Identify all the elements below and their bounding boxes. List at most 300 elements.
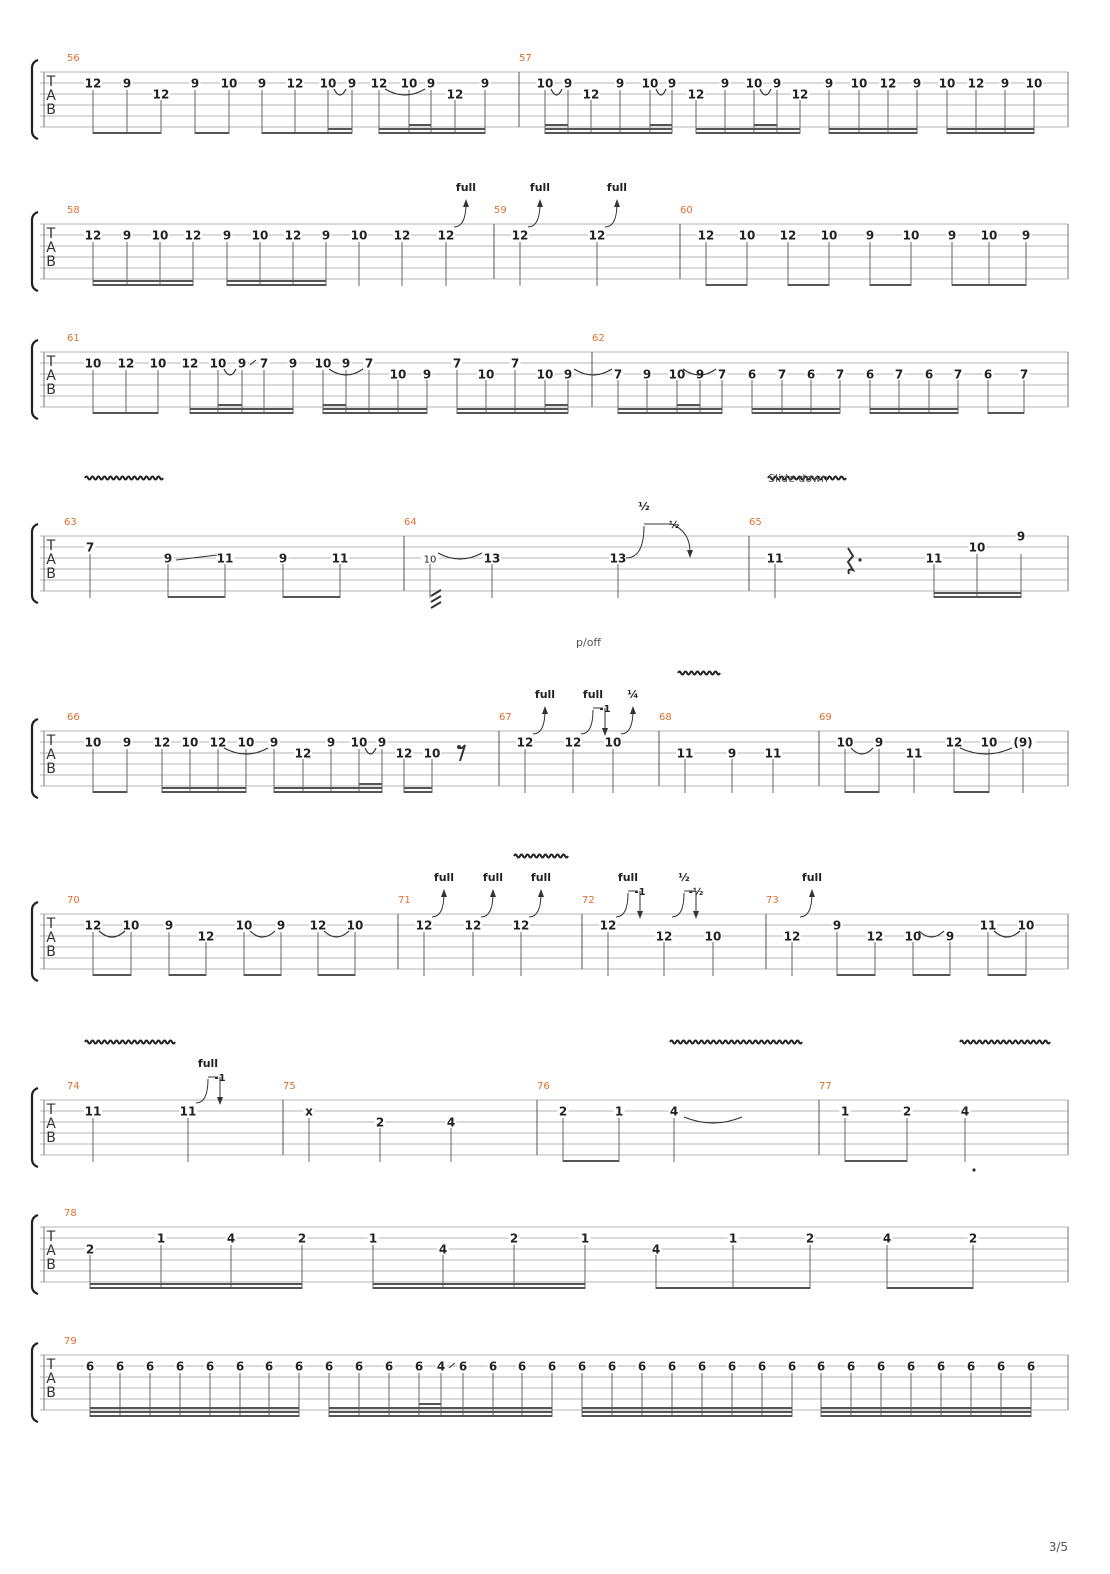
tab-clef-letter: B (46, 1130, 56, 1146)
note-beam (821, 1407, 1031, 1409)
note-beam (582, 1415, 792, 1417)
fret-number: 9 (824, 76, 834, 91)
fret-number: (9) (1013, 735, 1033, 750)
note-beam (404, 791, 432, 793)
fret-number: 9 (163, 551, 173, 566)
fret-number: 9 (1000, 76, 1010, 91)
technique-text: p/off (576, 636, 601, 649)
fret-number: 9 (269, 735, 279, 750)
fret-number: 6 (924, 367, 934, 382)
fret-number: 6 (458, 1359, 468, 1374)
fret-number: 12 (582, 87, 600, 102)
staff-system (32, 1077, 1068, 1172)
note-beam (845, 1160, 907, 1162)
note-beam (457, 408, 568, 410)
note-beam (821, 1411, 1031, 1413)
fret-number: 12 (209, 735, 227, 750)
bend-release-label: -1 (599, 704, 611, 715)
fret-number: 6 (547, 1359, 557, 1374)
fret-number: 12 (512, 918, 530, 933)
note-beam (274, 791, 382, 793)
measure (494, 199, 620, 286)
note-beam (821, 1415, 1031, 1417)
fret-number: 1 (156, 1231, 166, 1246)
fret-number: 4 (438, 1242, 448, 1257)
staff-bracket (32, 1343, 38, 1422)
fret-number: 10 (84, 735, 102, 750)
tab-clef-letter: B (46, 566, 56, 582)
measure-number: 57 (519, 53, 532, 64)
fret-number: 6 (966, 1359, 976, 1374)
fret-number: 10 (745, 76, 763, 91)
fret-number: 10 (704, 929, 722, 944)
measure-number: 70 (67, 895, 80, 906)
note-beam (195, 132, 229, 134)
bend-label: full (582, 688, 604, 701)
fret-number: 12 (370, 76, 388, 91)
bend-label: full (606, 181, 628, 194)
fret-number: 9 (122, 76, 132, 91)
bend-label: full (617, 871, 639, 884)
fret-number: 12 (879, 76, 897, 91)
note-beam (752, 412, 840, 414)
measure (537, 1100, 742, 1162)
fret-number: 12 (945, 735, 963, 750)
vibrato-mark (514, 855, 568, 858)
measure-number: 74 (67, 1081, 80, 1092)
fret-number: 12 (152, 87, 170, 102)
tab-clef-letter: A (46, 1243, 56, 1259)
fret-number: 12 (284, 228, 302, 243)
bend-label: full (534, 688, 556, 701)
measure (592, 352, 1030, 414)
fret-number: 11 (905, 746, 923, 761)
note-beam (93, 791, 127, 793)
fret-number: 12 (516, 735, 534, 750)
note-beam (404, 787, 432, 789)
fret-number: 6 (85, 1359, 95, 1374)
note-beam-sub (545, 404, 568, 406)
staff-system (32, 1215, 1068, 1294)
tab-clef-letter: A (46, 240, 56, 256)
fret-number: 10 (350, 735, 368, 750)
fret-number: 10 (902, 228, 920, 243)
fret-number: 6 (747, 367, 757, 382)
bend-arrow (542, 706, 548, 714)
fret-number: 6 (294, 1359, 304, 1374)
note-beam (988, 412, 1024, 414)
bend-label: full (530, 871, 552, 884)
fret-number: 11 (331, 551, 349, 566)
fret-number: 9 (326, 735, 336, 750)
measure (766, 889, 1035, 976)
fret-number: 10 (235, 918, 253, 933)
fret-number: 6 (607, 1359, 617, 1374)
note-beam (934, 596, 1021, 598)
fret-number: 12 (395, 746, 413, 761)
fret-number: 12 (184, 228, 202, 243)
note-beam (90, 1415, 299, 1417)
fret-number: 12 (294, 746, 312, 761)
bend-release-label: -1 (214, 1073, 226, 1084)
note-beam (162, 787, 246, 789)
fret-number: 10 (820, 228, 838, 243)
fret-number: 11 (979, 918, 997, 933)
fret-number: 6 (175, 1359, 185, 1374)
note-beam-sub (218, 404, 242, 406)
fret-number: 9 (642, 367, 652, 382)
fret-number: 12 (437, 228, 455, 243)
fret-number: 9 (865, 228, 875, 243)
tab-clef-letter: B (46, 761, 56, 777)
bend-label: full (482, 871, 504, 884)
fret-number: 2 (558, 1104, 568, 1119)
rest-dot (858, 558, 861, 561)
measure-number: 56 (67, 53, 80, 64)
tab-clef-letter: T (46, 733, 56, 749)
fret-number: 10 (836, 735, 854, 750)
note-beam-sub (419, 1403, 441, 1405)
measure-number: 73 (766, 895, 779, 906)
fret-number: 9 (164, 918, 174, 933)
measure (499, 706, 636, 793)
fret-number: 9 (122, 735, 132, 750)
note-beam (582, 1407, 792, 1409)
note-beam (870, 408, 958, 410)
fret-number: 10 (850, 76, 868, 91)
fret-number: 10 (151, 228, 169, 243)
fret-number: 6 (205, 1359, 215, 1374)
fret-number: 12 (415, 918, 433, 933)
measure-number: 76 (537, 1081, 550, 1092)
fret-number: 9 (288, 356, 298, 371)
vibrato-mark (85, 477, 163, 480)
fret-number: 10 (346, 918, 364, 933)
bend-release-label: ½ (668, 520, 680, 531)
note-beam (168, 596, 225, 598)
vibrato-mark (85, 1041, 175, 1044)
fret-number: 9 (321, 228, 331, 243)
note-beam (379, 128, 485, 130)
fret-number: 10 (536, 367, 554, 382)
bend-arrow (441, 889, 447, 897)
fret-number: 2 (509, 1231, 519, 1246)
fret-number: 12 (197, 929, 215, 944)
fret-number: 9 (947, 228, 957, 243)
fret-number: 9 (278, 551, 288, 566)
staff-bracket (32, 902, 38, 981)
fret-number: 9 (237, 356, 247, 371)
note-beam (952, 284, 1026, 286)
note-beam (93, 974, 131, 976)
fret-number: 11 (764, 746, 782, 761)
note-beam-sub (545, 124, 568, 126)
fret-number: 6 (115, 1359, 125, 1374)
tab-clef-letter: T (46, 354, 56, 370)
tab-clef-letter: T (46, 226, 56, 242)
fret-number: 13 (609, 551, 627, 566)
fret-number: 6 (637, 1359, 647, 1374)
note-beam (545, 132, 672, 134)
fret-number: 11 (676, 746, 694, 761)
fret-number: 9 (563, 76, 573, 91)
fret-number: 10 (350, 228, 368, 243)
fret-number: 12 (779, 228, 797, 243)
note-beam (262, 132, 352, 134)
fret-number: 12 (84, 76, 102, 91)
measure-number: 62 (592, 333, 605, 344)
tremolo-slash (431, 602, 441, 608)
measure-number: 79 (64, 1336, 77, 1347)
fret-number: 6 (1026, 1359, 1036, 1374)
fret-number: 10 (604, 735, 622, 750)
staff-bracket (32, 524, 38, 603)
note-beam (227, 284, 326, 286)
tab-clef-letter: T (46, 1229, 56, 1245)
note-beam (227, 280, 326, 282)
bend-curve (196, 1079, 208, 1103)
tab-clef-letter: A (46, 747, 56, 763)
fret-number: 4 (669, 1104, 679, 1119)
bend-release-arrow (217, 1097, 223, 1105)
fret-number: 12 (967, 76, 985, 91)
fret-number: 10 (980, 228, 998, 243)
fret-number: 9 (772, 76, 782, 91)
fret-number: 7 (777, 367, 787, 382)
measure-number: 65 (749, 517, 762, 528)
bend-curve (626, 526, 644, 558)
fret-number: 10 (980, 735, 998, 750)
vibrato-mark (678, 672, 720, 675)
fret-number: 10 (938, 76, 956, 91)
measure-number: 60 (680, 205, 693, 216)
fret-number: 1 (728, 1231, 738, 1246)
fret-number: 7 (717, 367, 727, 382)
bend-release-label: -1 (634, 887, 646, 898)
fret-number: 9 (422, 367, 432, 382)
tab-clef-letter: B (46, 1257, 56, 1273)
fret-number: 6 (517, 1359, 527, 1374)
fret-number: 10 (1025, 76, 1043, 91)
note-beam (457, 412, 568, 414)
tab-clef-letter: A (46, 368, 56, 384)
measure-number: 72 (582, 895, 595, 906)
fret-number: 9 (190, 76, 200, 91)
fret-number: 12 (588, 228, 606, 243)
fret-number: 12 (84, 228, 102, 243)
fret-number: 6 (757, 1359, 767, 1374)
fret-number: 6 (983, 367, 993, 382)
fret-number: 6 (384, 1359, 394, 1374)
measure-number: 67 (499, 712, 512, 723)
fret-number: 9 (1016, 529, 1026, 544)
note-beam (329, 1407, 552, 1409)
note-beam (379, 132, 485, 134)
staff-bracket (32, 60, 38, 139)
fret-number: 4 (226, 1231, 236, 1246)
fret-number: 9 (222, 228, 232, 243)
fret-number: 6 (667, 1359, 677, 1374)
fret-number: 4 (882, 1231, 892, 1246)
staff-bracket (32, 212, 38, 291)
note-beam (934, 592, 1021, 594)
bend-arrow (537, 199, 543, 207)
bend-release-arrow (687, 550, 693, 558)
fret-number: 13 (483, 551, 501, 566)
fret-number: 6 (354, 1359, 364, 1374)
staff-system (32, 524, 1068, 608)
measure (84, 1077, 223, 1162)
fret-number: 6 (727, 1359, 737, 1374)
fret-number: 9 (257, 76, 267, 91)
bend-release-arrow (637, 911, 643, 919)
fret-number: 10 (251, 228, 269, 243)
note-beam (829, 132, 917, 134)
fret-number: 7 (259, 356, 269, 371)
bend-curve (581, 710, 593, 734)
tab-clef-letter: A (46, 552, 56, 568)
fret-number: 10 (738, 228, 756, 243)
bend-label: full (455, 181, 477, 194)
measure-number: 63 (64, 517, 77, 528)
fret-number: 10 (181, 735, 199, 750)
fret-number: 7 (85, 540, 95, 555)
note-beam-sub (328, 128, 352, 130)
measure-number: 78 (64, 1208, 77, 1219)
technique-text: Slide down (768, 472, 829, 485)
note-beam (329, 1415, 552, 1417)
bend-release-arrow (693, 911, 699, 919)
note-beam (93, 132, 161, 134)
fret-number: 10 (400, 76, 418, 91)
fret-number: 9 (615, 76, 625, 91)
fret-number: 6 (324, 1359, 334, 1374)
note-beam-sub (650, 124, 672, 126)
fret-number: 11 (179, 1104, 197, 1119)
tab-clef-letter: T (46, 1357, 56, 1373)
fret-number: 7 (835, 367, 845, 382)
measure-number: 75 (283, 1081, 296, 1092)
note-beam (90, 1407, 299, 1409)
fret-number: 9 (832, 918, 842, 933)
fret-number: 7 (452, 356, 462, 371)
fret-number: 12 (655, 929, 673, 944)
fret-number: 4 (960, 1104, 970, 1119)
fret-number: 12 (599, 918, 617, 933)
note-beam (788, 284, 829, 286)
fret-number: 9 (426, 76, 436, 91)
tab-clef-letter: B (46, 1385, 56, 1401)
fret-number: 2 (968, 1231, 978, 1246)
bend-label: ¼ (627, 688, 639, 701)
fret-number: 9 (945, 929, 955, 944)
fret-number: 9 (667, 76, 677, 91)
note-beam (870, 284, 911, 286)
bend-curve (672, 893, 684, 917)
fret-number: 7 (510, 356, 520, 371)
fret-number: 9 (695, 367, 705, 382)
fret-number: 10 (314, 356, 332, 371)
note-beam (329, 1411, 552, 1413)
fret-number: 10 (904, 929, 922, 944)
bend-arrow (614, 199, 620, 207)
fret-number: 10 (237, 735, 255, 750)
fret-number: 10 (536, 76, 554, 91)
bend-arrow (538, 889, 544, 897)
note-beam (837, 974, 875, 976)
fret-number: 10 (220, 76, 238, 91)
fret-number: 4 (446, 1115, 456, 1130)
note-beam (829, 128, 917, 130)
measure (680, 224, 1032, 286)
fret-number: 7 (1019, 367, 1029, 382)
fret-number: 6 (846, 1359, 856, 1374)
note-beam (323, 408, 427, 410)
fret-number: 6 (906, 1359, 916, 1374)
note-beam (190, 412, 293, 414)
fret-number: 11 (766, 551, 784, 566)
note-beam (582, 1411, 792, 1413)
note-beam (323, 412, 427, 414)
fret-number: 2 (805, 1231, 815, 1246)
fret-number: 10 (209, 356, 227, 371)
tremolo-slash (431, 596, 441, 602)
fret-number: 9 (377, 735, 387, 750)
fret-number: 9 (727, 746, 737, 761)
fret-number: 1 (368, 1231, 378, 1246)
fret-number: 6 (488, 1359, 498, 1374)
fret-number: 12 (511, 228, 529, 243)
fret-number: 9 (720, 76, 730, 91)
fret-number: 9 (341, 356, 351, 371)
fret-number: 12 (791, 87, 809, 102)
staff-bracket (32, 1215, 38, 1294)
fret-number: 10 (149, 356, 167, 371)
fret-number: 12 (697, 228, 715, 243)
fret-number: 10 (122, 918, 140, 933)
note-beam (190, 408, 293, 410)
fret-number: 1 (840, 1104, 850, 1119)
bend-arrow (490, 889, 496, 897)
bend-release-label: -½ (688, 887, 704, 898)
bend-label: ½ (678, 871, 690, 884)
fret-number: 12 (783, 929, 801, 944)
fret-number: 11 (84, 1104, 102, 1119)
rest-dot-head (457, 745, 461, 749)
note-beam (887, 1287, 973, 1289)
bend-curve (616, 893, 628, 917)
note-beam-sub (754, 124, 777, 126)
measure-number: 59 (494, 205, 507, 216)
fret-number: x (305, 1104, 313, 1119)
note-beam (656, 1287, 810, 1289)
fret-number: 6 (806, 367, 816, 382)
tab-clef-letter: T (46, 538, 56, 554)
fret-number: 9 (563, 367, 573, 382)
fret-number: 10 (641, 76, 659, 91)
duration-dot (972, 1168, 975, 1171)
note-beam (162, 791, 246, 793)
note-beam (90, 1287, 302, 1289)
tab-clef-letter: B (46, 944, 56, 960)
measure-number: 58 (67, 205, 80, 216)
note-beam (318, 974, 355, 976)
note-beam-sub (359, 783, 382, 785)
fret-number: 10 (968, 540, 986, 555)
fret-number: 10 (319, 76, 337, 91)
fret-number: 9 (874, 735, 884, 750)
staff-bracket (32, 1088, 38, 1167)
